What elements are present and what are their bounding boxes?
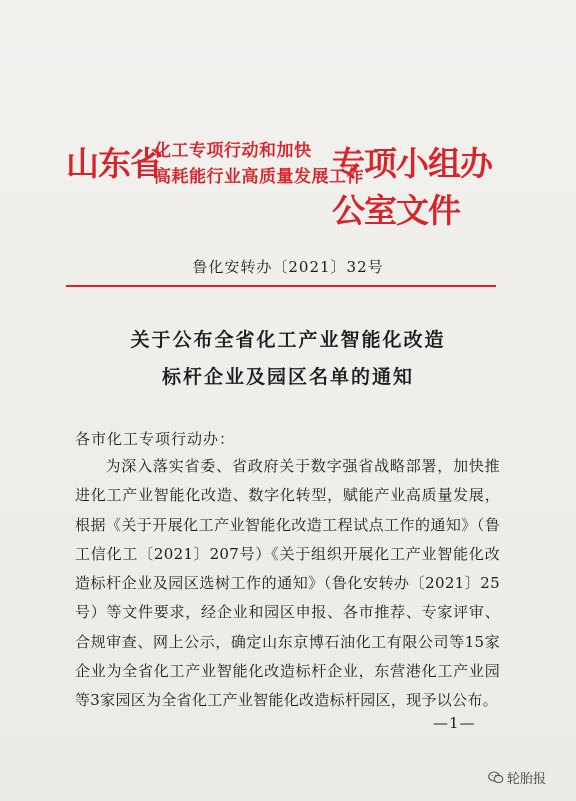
page-number: —1— [433,714,476,732]
watermark [488,768,546,787]
wechat-icon [488,771,504,784]
watermark-text: 轮胎报 [507,772,547,787]
notice-title-line-1: 关于公布全省化工产业智能化改造 [130,329,446,351]
red-divider [66,285,496,287]
header-subline-2: 高耗能行业高质量发展工作 [154,167,364,187]
header-province: 山东省 [66,144,162,183]
salutation: 各市化工专项行动办： [75,430,236,448]
document-number: 鲁化安转办〔2021〕32号 [192,258,384,276]
body-text: 为深入落实省委、省政府关于数字强省战略部署，加快推进化工产业智能化改造、数字化转型，赋能产业高质量发展，根据《关于开展化工产业智能化改造工程试点工作的通知》（鲁工信化工〔2021〕207号）《关于组织开展化工产业智能化改造标杆企业及园区选树工作的通知》（鲁化安转办〔2021〕25号）等文件要求，经企业和园区申报、各市推荐、专家评审、合规审查、网上公示，确定山东京博石油化工有限公司等15家企业为全省化工产业智能化改造标杆企业，东营港化工产业园等3家园区为全省化工产业智能化改造标杆园区，现予以公布。 [75,457,500,710]
header-subline-1: 化工专项行动和加快 [154,141,312,161]
header-office-file: 专项小组办公室文件 [332,144,492,230]
notice-title-line-2: 标杆企业及园区名单的通知 [161,366,414,388]
document-header [66,130,506,230]
body-paragraph [75,452,500,716]
